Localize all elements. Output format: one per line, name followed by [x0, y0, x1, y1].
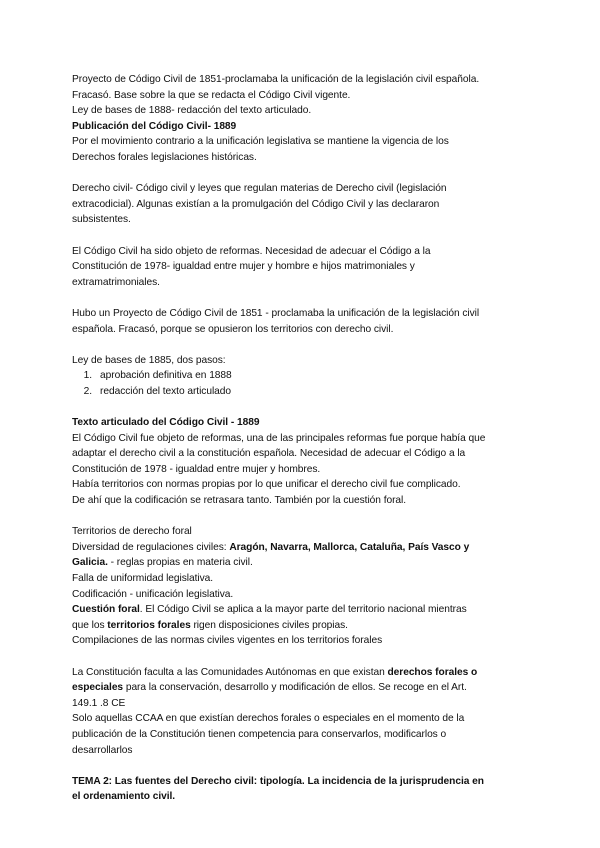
list-item: [72, 368, 532, 384]
text-line: [72, 540, 532, 556]
text-line: Por el movimiento contrario a la unificación legislativa se mantiene la vigencia de los: [72, 136, 449, 148]
list-item-text: aprobación definitiva en 1888: [100, 370, 232, 382]
text-line: publicación de la Constitución tienen competencia para conservarlos, modificarlos o: [72, 728, 447, 740]
paragraph: [72, 134, 532, 165]
list-item-text: redacción del texto articulado: [100, 385, 232, 397]
text-line: Solo aquellas CCAA en que existían derechos forales o especiales en el momento de la: [72, 713, 465, 725]
text-line: [72, 555, 532, 571]
text-span: que los: [72, 619, 108, 631]
heading-line: TEMA 2: Las fuentes del Derecho civil: tipología. La incidencia de la jurisprudencia en: [72, 775, 484, 787]
paragraph: [72, 181, 532, 228]
text-span: . El Código Civil se aplica a la mayor parte del territorio nacional mientras: [139, 604, 467, 616]
text-line: Territorios de derecho foral: [72, 526, 192, 538]
text-line: adaptar el derecho civil a la constitución española. Necesidad de adecuar el Código a la: [72, 448, 466, 460]
bold-span: Cuestión foral: [72, 604, 140, 616]
text-line: española. Fracasó, porque se opusieron los territorios con derecho civil.: [72, 323, 394, 335]
paragraph: [72, 665, 532, 759]
text-line: Constitución de 1978- igualdad entre mujer y hombre e hijos matrimoniales y: [72, 261, 415, 273]
text-line: desarrollarlos: [72, 744, 133, 756]
text-line: subsistentes.: [72, 214, 131, 226]
paragraph: [72, 524, 532, 649]
paragraph: [72, 431, 532, 509]
text-line: Fracasó. Base sobre la que se redacta el Código Civil vigente.: [72, 89, 351, 101]
text-span: rigen disposiciones civiles propias.: [190, 619, 348, 631]
text-line: El Código Civil fue objeto de reformas, una de las principales reformas fue porque había que: [72, 432, 486, 444]
text-line: Codificación - unificación legislativa.: [72, 588, 234, 600]
text-line: [72, 618, 532, 634]
heading: Publicación del Código Civil- 1889: [72, 120, 237, 132]
text-line: extracodicial). Algunas existían a la promulgación del Código Civil y las declararon: [72, 198, 440, 210]
text-line: extramatrimoniales.: [72, 276, 160, 288]
text-line: 149.1 .8 CE: [72, 697, 126, 709]
bold-span: especiales: [72, 682, 124, 694]
text-line: [72, 602, 532, 618]
text-line: El Código Civil ha sido objeto de reformas. Necesidad de adecuar el Código a la: [72, 245, 431, 257]
heading-line: el ordenamiento civil.: [72, 791, 176, 803]
heading: Texto articulado del Código Civil - 1889: [72, 417, 260, 429]
paragraph: [72, 244, 532, 291]
text-line: [72, 680, 532, 696]
text-line: Derecho civil- Código civil y leyes que regulan materias de Derecho civil (legislación: [72, 183, 447, 195]
text-line: Proyecto de Código Civil de 1851-proclamaba la unificación de la legislación civil española.: [72, 74, 480, 85]
text-line: Ley de bases de 1888- redacción del texto articulado.: [72, 105, 312, 117]
list-number: 1.: [83, 370, 92, 382]
section-heading: [72, 774, 532, 805]
text-line: Compilaciones de las normas civiles vigentes en los territorios forales: [72, 635, 383, 647]
text-line: De ahí que la codificación se retrasara tanto. También por la cuestión foral.: [72, 495, 407, 507]
text-line: Hubo un Proyecto de Código Civil de 1851 - proclamaba la unificación de la legislación civil: [72, 307, 480, 319]
document-page: [72, 72, 532, 805]
text-span: para la conservación, desarrollo y modificación de ellos. Se recoge en el Art.: [123, 682, 467, 694]
list-number: 2.: [83, 385, 92, 397]
numbered-list: [72, 368, 532, 399]
text-line: Derechos forales legislaciones históricas.: [72, 151, 257, 163]
list-item: [72, 384, 532, 400]
bold-span: territorios forales: [107, 619, 191, 631]
text-line: Ley de bases de 1885, dos pasos:: [72, 354, 226, 366]
text-line: [72, 665, 532, 681]
bold-span: Aragón, Navarra, Mallorca, Cataluña, País Vasco y: [229, 541, 470, 553]
text-line: Falla de uniformidad legislativa.: [72, 573, 214, 584]
paragraph: [72, 72, 532, 119]
text-span: La Constitución faculta a las Comunidades Autónomas en que existan: [72, 666, 388, 678]
text-span: - reglas propias en materia civil.: [107, 557, 253, 569]
text-span: Diversidad de regulaciones civiles:: [72, 541, 230, 553]
text-line: Había territorios con normas propias por lo que unificar el derecho civil fue complicado.: [72, 479, 461, 491]
bold-span: derechos forales o: [387, 666, 478, 678]
text-line: Constitución de 1978 - igualdad entre mujer y hombres.: [72, 463, 321, 475]
bold-span: Galicia.: [72, 557, 108, 569]
paragraph: [72, 306, 532, 337]
